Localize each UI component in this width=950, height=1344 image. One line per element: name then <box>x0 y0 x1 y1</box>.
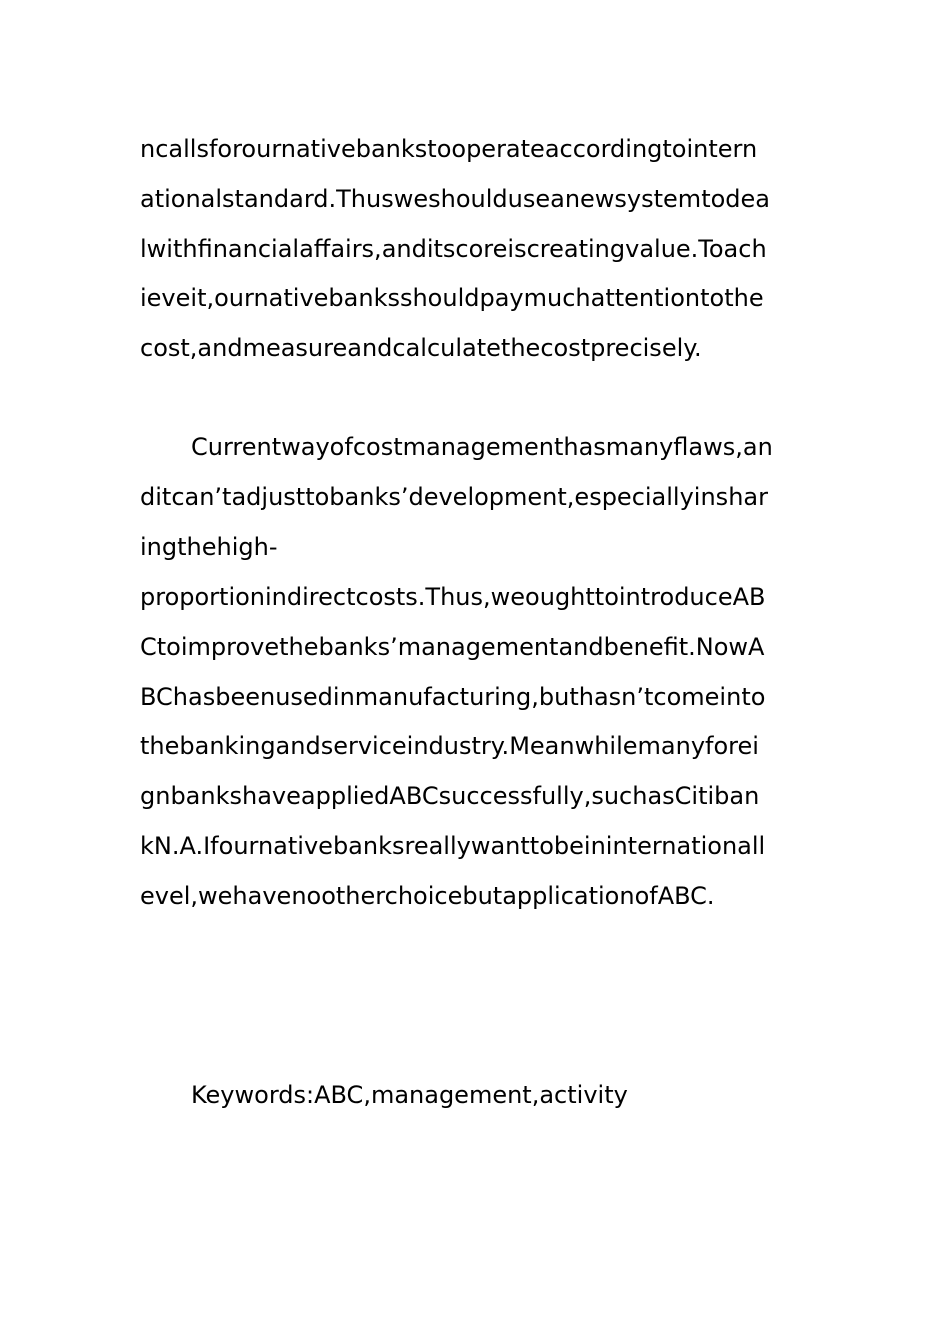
paragraph1-line: ncallsforournativebankstooperateaccordingtointern <box>140 135 758 163</box>
paragraph2-line: evel,wehavenootherchoicebutapplicationofABC. <box>140 882 715 910</box>
paragraph1-line: ieveit,ournativebanksshouldpaymuchattentiontothe <box>140 284 764 312</box>
paragraph1-line: ationalstandard.Thusweshoulduseanewsystemtodea <box>140 185 770 213</box>
paragraph2-line: Currentwayofcostmanagementhasmanyflaws,an <box>191 433 773 461</box>
paragraph2-line: BChasbeenusedinmanufacturing,buthasn’tcomeinto <box>140 683 766 711</box>
paragraph1-line: lwithfinancialaffairs,anditscoreiscreatingvalue.Toach <box>140 235 767 263</box>
paragraph1-line: cost,andmeasureandcalculatethecostprecisely. <box>140 334 702 362</box>
paragraph2-line: ingthehigh- <box>140 533 278 561</box>
paragraph2-line: proportionindirectcosts.Thus,weoughttointroduceAB <box>140 583 766 611</box>
paragraph2-line: kN.A.Ifournativebanksreallywanttobeininternationall <box>140 832 766 860</box>
paragraph2-line: Ctoimprovethebanks’managementandbenefit.NowA <box>140 633 765 661</box>
paragraph2-line: gnbankshaveappliedABCsuccessfully,suchasCitiban <box>140 782 760 810</box>
keywords-line: Keywords:ABC,management,activity <box>191 1081 628 1109</box>
paragraph2-line: thebankingandserviceindustry.Meanwhilemanyforei <box>140 732 759 760</box>
paragraph2-line: ditcan’tadjusttobanks’development,especiallyinshar <box>140 483 768 511</box>
